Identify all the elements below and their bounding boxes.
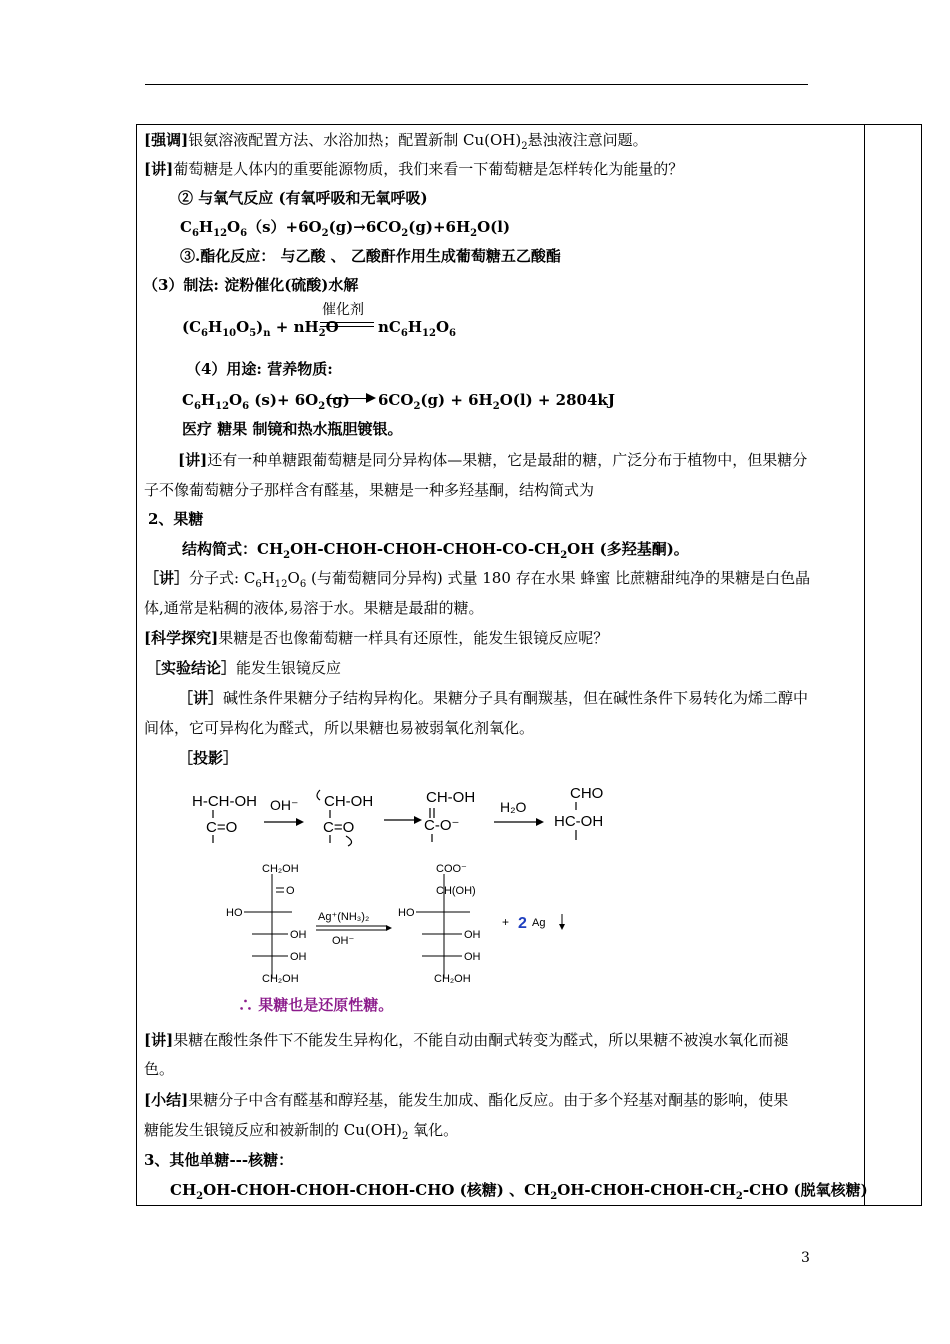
- s1-bot: C=O: [206, 819, 238, 836]
- line-lecture-4: ［讲］碱性条件果糖分子结构异构化。果糖分子具有酮羰基，但在碱性条件下易转化为烯二醇中: [178, 689, 809, 707]
- line-applications: 医疗 糖果 制镜和热水瓶胆镀银。: [182, 420, 403, 438]
- right-oh1: OH: [464, 929, 481, 941]
- line-emphasis: [强调]银氨溶液配置方法、水浴加热；配置新制 $Cu(OH)_2$悬浊液注意问题。: [144, 131, 648, 152]
- equation-oxidation: $C_6H_{12}O_6(s)+6O_2(g)\to 6CO_2(g)+6H_2O(l)$: [180, 218, 511, 239]
- line-lecture-5-cont: 色。: [144, 1060, 175, 1078]
- line-projection: ［投影］: [178, 749, 239, 767]
- fructose-structure: 结构简式：$CH_2OH-CHOH-CHOH-CHOH-CO-CH_2OH$ (多羟基酮)。: [182, 540, 689, 561]
- right-bot: CH₂OH: [434, 973, 471, 985]
- line-lecture-4-cont: 间体，它可异构化为醛式，所以果糖也易被弱氧化剂氧化。: [144, 719, 535, 737]
- line-esterification: ③.酯化反应： 与乙酸 、 乙酸酐作用生成葡萄糖五乙酸酯: [180, 247, 561, 265]
- conclusion-reducing-sugar: ∴ 果糖也是还原性糖。: [238, 996, 394, 1014]
- table-column-divider: [864, 124, 865, 1206]
- left-bot: CH₂OH: [262, 973, 299, 985]
- s4-mid: HC-OH: [554, 813, 604, 830]
- right-top: COO⁻: [436, 863, 467, 875]
- isomerization-scheme: [180, 780, 640, 850]
- right-oh2: OH: [464, 951, 481, 963]
- water-label: H₂O: [500, 799, 527, 815]
- s3-top: CH-OH: [426, 789, 476, 806]
- equation-energy-left: $C_6H_{12}O_6$ $(s)+ 6O_2(g)$: [182, 391, 350, 412]
- equation-hydrolysis-right: $nC_6H_{12}O_6$: [378, 318, 456, 339]
- right-ch: CH(OH): [436, 885, 476, 897]
- silver-product: Ag: [532, 917, 546, 929]
- equation-hydrolysis-left: $(C_6H_{10}O_5)_n + nH_2O$: [182, 318, 339, 339]
- s2-top: CH-OH: [324, 793, 374, 810]
- line-oxygen-reaction: ② 与氧气反应 (有氧呼吸和无氧呼吸): [178, 189, 428, 207]
- line-conclusion: ［实验结论］能发生银镜反应: [146, 659, 342, 677]
- right-ho: HO: [398, 907, 415, 919]
- left-top: CH₂OH: [262, 863, 299, 875]
- s3-bot: C-O⁻: [424, 817, 460, 834]
- header-rule: [145, 84, 808, 85]
- line-lecture-5: [讲]果糖在酸性条件下不能发生异构化，不能自动由酮式转变为醛式，所以果糖不被溴水氧化而褪: [144, 1031, 789, 1049]
- left-ho: HO: [226, 907, 243, 919]
- line-lecture-3: ［讲］分子式: $C_6H_{12}O_6$ (与葡萄糖同分异构) 式量 180 存在水果 蜂蜜 比蔗糖甜纯净的果糖是白色晶: [144, 569, 811, 590]
- equals-sign-top: [320, 322, 374, 323]
- plus-sign: +: [502, 915, 510, 929]
- line-uses: （4）用途: 营养物质:: [186, 360, 333, 378]
- reagent-ag: Ag⁺(NH₃)₂: [318, 911, 370, 923]
- s4-top: CHO: [570, 785, 604, 802]
- line-summary-cont: 糖能发生银镜反应和被新制的 $Cu(OH)_2$ 氧化。: [144, 1121, 459, 1142]
- line-lecture-2-cont: 子不像葡萄糖分子那样含有醛基，果糖是一种多羟基酮，结构简式为: [144, 481, 595, 499]
- silver-coefficient: 2: [518, 915, 527, 932]
- line-lecture-1: [讲]葡萄糖是人体内的重要能源物质，我们来看一下葡萄糖是怎样转化为能量的？: [144, 160, 684, 178]
- reaction-arrow-line: [326, 398, 368, 399]
- equation-energy-right: $6CO_2(g) + 6H_2O(l) + 2804kJ$: [378, 391, 615, 412]
- section-other-monosaccharides: 3、其他单糖---核糖：: [144, 1151, 294, 1169]
- ribose-formulas: $CH_2OH-CHOH-CHOH-CHOH$-CHO (核糖) 、$CH_2OH-CHOH-CHOH-CH_2$-CHO (脱氧核糖): [170, 1181, 868, 1202]
- catalyst-label: 催化剂: [322, 302, 364, 318]
- s2-bot: C=O: [323, 819, 355, 836]
- reaction-arrowhead-icon: [366, 393, 376, 403]
- reagent-oh: OH⁻: [270, 797, 299, 813]
- line-science-inquiry: [科学探究]果糖是否也像葡萄糖一样具有还原性，能发生银镜反应呢？: [144, 629, 609, 647]
- equals-sign-bottom: [320, 326, 374, 327]
- line-lecture-2: [讲]还有一种单糖跟葡萄糖是同分异构体—果糖，它是最甜的糖，广泛分布于植物中，但果糖分: [178, 451, 808, 469]
- left-oh1: OH: [290, 929, 307, 941]
- silver-mirror-scheme: [222, 856, 582, 988]
- section-fructose: 2、果糖: [148, 510, 204, 528]
- left-co: O: [286, 885, 295, 897]
- reagent-oh2: OH⁻: [332, 935, 355, 947]
- s1-top: H-CH-OH: [192, 793, 257, 810]
- page-number: 3: [801, 1250, 810, 1266]
- line-summary: [小结]果糖分子中含有醛基和醇羟基，能发生加成、酯化反应。由于多个羟基对酮基的影响，使果: [144, 1091, 789, 1109]
- line-preparation: （3）制法: 淀粉催化(硫酸)水解: [143, 276, 359, 294]
- line-lecture-3-cont: 体,通常是粘稠的液体,易溶于水。果糖是最甜的糖。: [144, 599, 484, 617]
- left-oh2: OH: [290, 951, 307, 963]
